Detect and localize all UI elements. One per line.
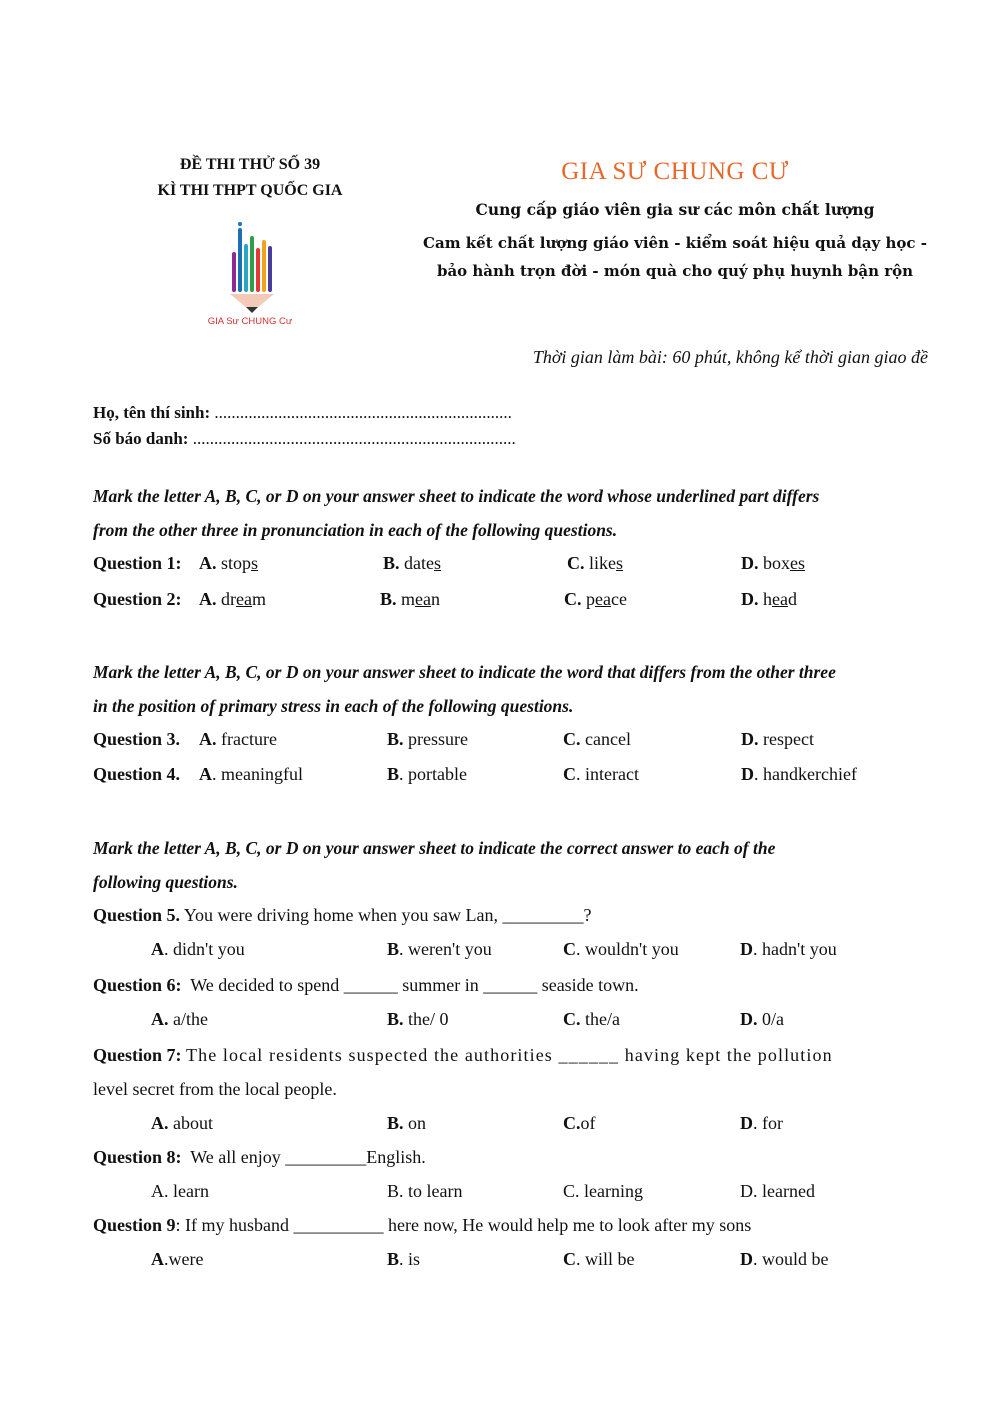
- option-text: n: [431, 589, 441, 609]
- option-text: like: [589, 553, 616, 573]
- option-text: h: [763, 589, 772, 609]
- option-d[interactable]: [741, 764, 857, 785]
- option-letter: C.: [563, 1113, 581, 1133]
- instruction-line: Mark the letter A, B, C, or D on your answer sheet to indicate the word that differs from the other three: [93, 662, 836, 682]
- option-b[interactable]: [387, 764, 467, 785]
- option-letter: D.: [740, 1009, 758, 1029]
- brand-title: GIA SƯ CHUNG CƯ: [561, 158, 789, 185]
- option-c[interactable]: [563, 1249, 635, 1270]
- option-b[interactable]: [387, 1113, 426, 1134]
- underlined-part: ea: [236, 589, 252, 609]
- option-letter: A.: [199, 553, 217, 573]
- option-letter: B.: [380, 589, 397, 609]
- question-text: You were driving home when you saw Lan, _________?: [183, 905, 592, 925]
- option-d[interactable]: [740, 1181, 815, 1202]
- option-a[interactable]: [199, 589, 266, 610]
- exam-time-note: Thời gian làm bài: 60 phút, không kể thời gian giao đề: [532, 347, 928, 367]
- option-letter: B.: [387, 729, 404, 749]
- option-letter: D: [740, 1181, 753, 1201]
- candidate-id-label: Số báo danh:: [93, 429, 189, 448]
- question-text: We all enjoy _________English.: [190, 1147, 426, 1167]
- brand-promise-line-1: Cam kết chất lượng giáo viên - kiểm soát hiệu quả dạy học -: [423, 234, 927, 252]
- option-letter: C: [563, 939, 576, 959]
- option-text: fracture: [221, 729, 277, 749]
- instruction-grammar: [93, 831, 927, 899]
- option-text: 0/a: [762, 1009, 784, 1029]
- option-letter: C: [563, 764, 576, 784]
- instruction-line: Mark the letter A, B, C, or D on your answer sheet to indicate the correct answer to each of the: [93, 838, 776, 858]
- question-stem: [93, 905, 591, 926]
- option-text: . learn: [164, 1181, 209, 1201]
- brand-logo: [200, 218, 310, 330]
- question-label: Question 3.: [93, 729, 181, 749]
- instruction-pronunciation: [93, 479, 927, 547]
- option-d[interactable]: [741, 553, 805, 574]
- brand-subtitle: Cung cấp giáo viên gia sư các môn chất lượng: [475, 200, 875, 219]
- option-text: . portable: [399, 764, 467, 784]
- candidate-id-blank: ............................................................................: [192, 429, 516, 448]
- instruction-line: from the other three in pronunciation in each of the following questions.: [93, 520, 618, 540]
- question-label: Question 2:: [93, 589, 182, 609]
- underlined-part: es: [790, 553, 805, 573]
- option-c[interactable]: [563, 939, 679, 960]
- option-c[interactable]: [563, 1181, 643, 1202]
- option-b[interactable]: [387, 939, 492, 960]
- option-letter: C: [563, 1181, 576, 1201]
- option-a[interactable]: [151, 939, 245, 960]
- option-letter: B.: [387, 1009, 404, 1029]
- option-a[interactable]: [199, 729, 277, 750]
- question-text: We decided to spend ______ summer in ______ seaside town.: [190, 975, 639, 995]
- question-text-continued: level secret from the local people.: [93, 1079, 337, 1099]
- option-text: stop: [221, 553, 252, 573]
- option-letter: B.: [383, 553, 400, 573]
- option-a[interactable]: [199, 553, 258, 574]
- question-label: Question 8:: [93, 1147, 182, 1167]
- instruction-line: in the position of primary stress in each of the following questions.: [93, 696, 574, 716]
- option-text: box: [763, 553, 790, 573]
- option-text: . wouldn't you: [576, 939, 679, 959]
- option-text: pressure: [408, 729, 468, 749]
- option-b[interactable]: [387, 729, 468, 750]
- option-b[interactable]: [387, 1181, 463, 1202]
- option-text: . handkerchief: [754, 764, 857, 784]
- option-c[interactable]: [564, 589, 627, 610]
- question-label: Question 7:: [93, 1045, 182, 1065]
- option-text: ce: [610, 589, 627, 609]
- option-letter: C.: [563, 1009, 581, 1029]
- option-letter: B.: [387, 1113, 404, 1133]
- option-text: respect: [763, 729, 814, 749]
- option-letter: A: [151, 939, 164, 959]
- option-text: . learned: [753, 1181, 815, 1201]
- option-a[interactable]: [151, 1009, 208, 1030]
- option-text: . is: [399, 1249, 421, 1269]
- option-letter: B: [387, 939, 400, 959]
- underlined-part: s: [251, 553, 259, 573]
- option-letter: D.: [741, 589, 759, 609]
- exam-header-left: [130, 152, 370, 204]
- brand-promise-line-2: bảo hành trọn đời - món quà cho quý phụ huynh bận rộn: [436, 262, 914, 280]
- option-text: . to learn: [399, 1181, 463, 1201]
- option-text: . meaningful: [212, 764, 303, 784]
- underlined-part: ea: [415, 589, 432, 609]
- option-letter: C.: [564, 589, 582, 609]
- logo-text: GIA Sư CHUNG Cư: [207, 316, 293, 327]
- option-text: m: [251, 589, 266, 609]
- option-c[interactable]: [563, 1009, 620, 1030]
- option-d[interactable]: [740, 1113, 783, 1134]
- candidate-name-blank: ......................................................................: [214, 403, 512, 422]
- candidate-id-field: [93, 429, 516, 449]
- option-letter: A.: [199, 729, 217, 749]
- option-text: . interact: [576, 764, 639, 784]
- option-text: a/the: [173, 1009, 208, 1029]
- option-text: d: [787, 589, 797, 609]
- question-label: Question 4.: [93, 764, 181, 784]
- option-letter: D: [741, 764, 754, 784]
- underlined-part: s: [616, 553, 624, 573]
- candidate-name-label: Họ, tên thí sinh:: [93, 403, 211, 422]
- underlined-part: s: [434, 553, 442, 573]
- option-text: on: [408, 1113, 427, 1133]
- instruction-line: following questions.: [93, 872, 238, 892]
- question-stem: [93, 975, 639, 996]
- option-text: m: [401, 589, 416, 609]
- option-letter: A: [199, 764, 212, 784]
- question-label: Question 9: [93, 1215, 176, 1235]
- option-letter: D.: [741, 553, 759, 573]
- candidate-name-field: [93, 403, 512, 423]
- option-text: the/ 0: [408, 1009, 449, 1029]
- brand-promise: [415, 229, 935, 285]
- option-letter: C.: [563, 729, 581, 749]
- option-text: of: [580, 1113, 596, 1133]
- option-d[interactable]: [740, 1009, 784, 1030]
- underlined-part: ea: [595, 589, 611, 609]
- option-letter: B: [387, 764, 400, 784]
- option-d[interactable]: [740, 1249, 829, 1270]
- option-c[interactable]: [567, 553, 623, 574]
- instruction-line: Mark the letter A, B, C, or D on your answer sheet to indicate the word whose underlined part differs: [93, 486, 820, 506]
- question-label: Question 1:: [93, 553, 182, 573]
- option-b[interactable]: [387, 1009, 449, 1030]
- option-letter: A.: [151, 1009, 169, 1029]
- option-b[interactable]: [387, 1249, 420, 1270]
- question-stem: [93, 1215, 751, 1236]
- question-label: Question 6:: [93, 975, 182, 995]
- option-text: .were: [164, 1249, 204, 1269]
- option-letter: A.: [199, 589, 217, 609]
- question-text: : If my husband __________ here now, He would help me to look after my sons: [175, 1215, 752, 1235]
- underlined-part: ea: [772, 589, 788, 609]
- option-letter: D: [740, 939, 753, 959]
- option-a[interactable]: [199, 764, 303, 785]
- option-letter: A: [151, 1181, 164, 1201]
- question-stem: [93, 1045, 833, 1066]
- option-text: . learning: [575, 1181, 643, 1201]
- option-a[interactable]: [151, 1113, 213, 1134]
- option-letter: D: [740, 1113, 753, 1133]
- option-letter: D: [740, 1249, 753, 1269]
- option-d[interactable]: [741, 589, 797, 610]
- option-c[interactable]: [563, 729, 631, 750]
- pencil-logo-icon: [200, 218, 310, 330]
- option-d[interactable]: [741, 729, 814, 750]
- option-letter: A: [151, 1249, 164, 1269]
- instruction-stress: [93, 655, 927, 723]
- option-text: the/a: [585, 1009, 620, 1029]
- exam-number: ĐỀ THI THỬ SỐ 39: [179, 156, 321, 173]
- option-letter: A.: [151, 1113, 169, 1133]
- option-letter: C: [563, 1249, 576, 1269]
- option-text: . hadn't you: [753, 939, 837, 959]
- option-letter: C.: [567, 553, 585, 573]
- option-text: about: [173, 1113, 213, 1133]
- question-text: The local residents suspected the authorities ______ having kept the pollution: [186, 1045, 833, 1065]
- option-letter: B: [387, 1249, 400, 1269]
- option-text: p: [586, 589, 595, 609]
- option-text: . will be: [576, 1249, 635, 1269]
- option-text: . weren't you: [399, 939, 492, 959]
- option-text: cancel: [585, 729, 631, 749]
- option-a[interactable]: [151, 1181, 209, 1202]
- question-label: Question 5.: [93, 905, 181, 925]
- option-letter: B: [387, 1181, 400, 1201]
- option-b[interactable]: [380, 589, 440, 610]
- option-c[interactable]: [563, 764, 639, 785]
- question-stem: [93, 1147, 426, 1168]
- option-d[interactable]: [740, 939, 837, 960]
- option-b[interactable]: [383, 553, 441, 574]
- option-letter: D.: [741, 729, 759, 749]
- option-text: . for: [753, 1113, 783, 1133]
- option-text: date: [404, 553, 434, 573]
- option-a[interactable]: [151, 1249, 203, 1270]
- exam-name: KÌ THI THPT QUỐC GIA: [157, 182, 343, 199]
- option-text: . didn't you: [164, 939, 245, 959]
- option-text: dr: [221, 589, 236, 609]
- option-c[interactable]: [563, 1113, 596, 1134]
- option-text: . would be: [753, 1249, 829, 1269]
